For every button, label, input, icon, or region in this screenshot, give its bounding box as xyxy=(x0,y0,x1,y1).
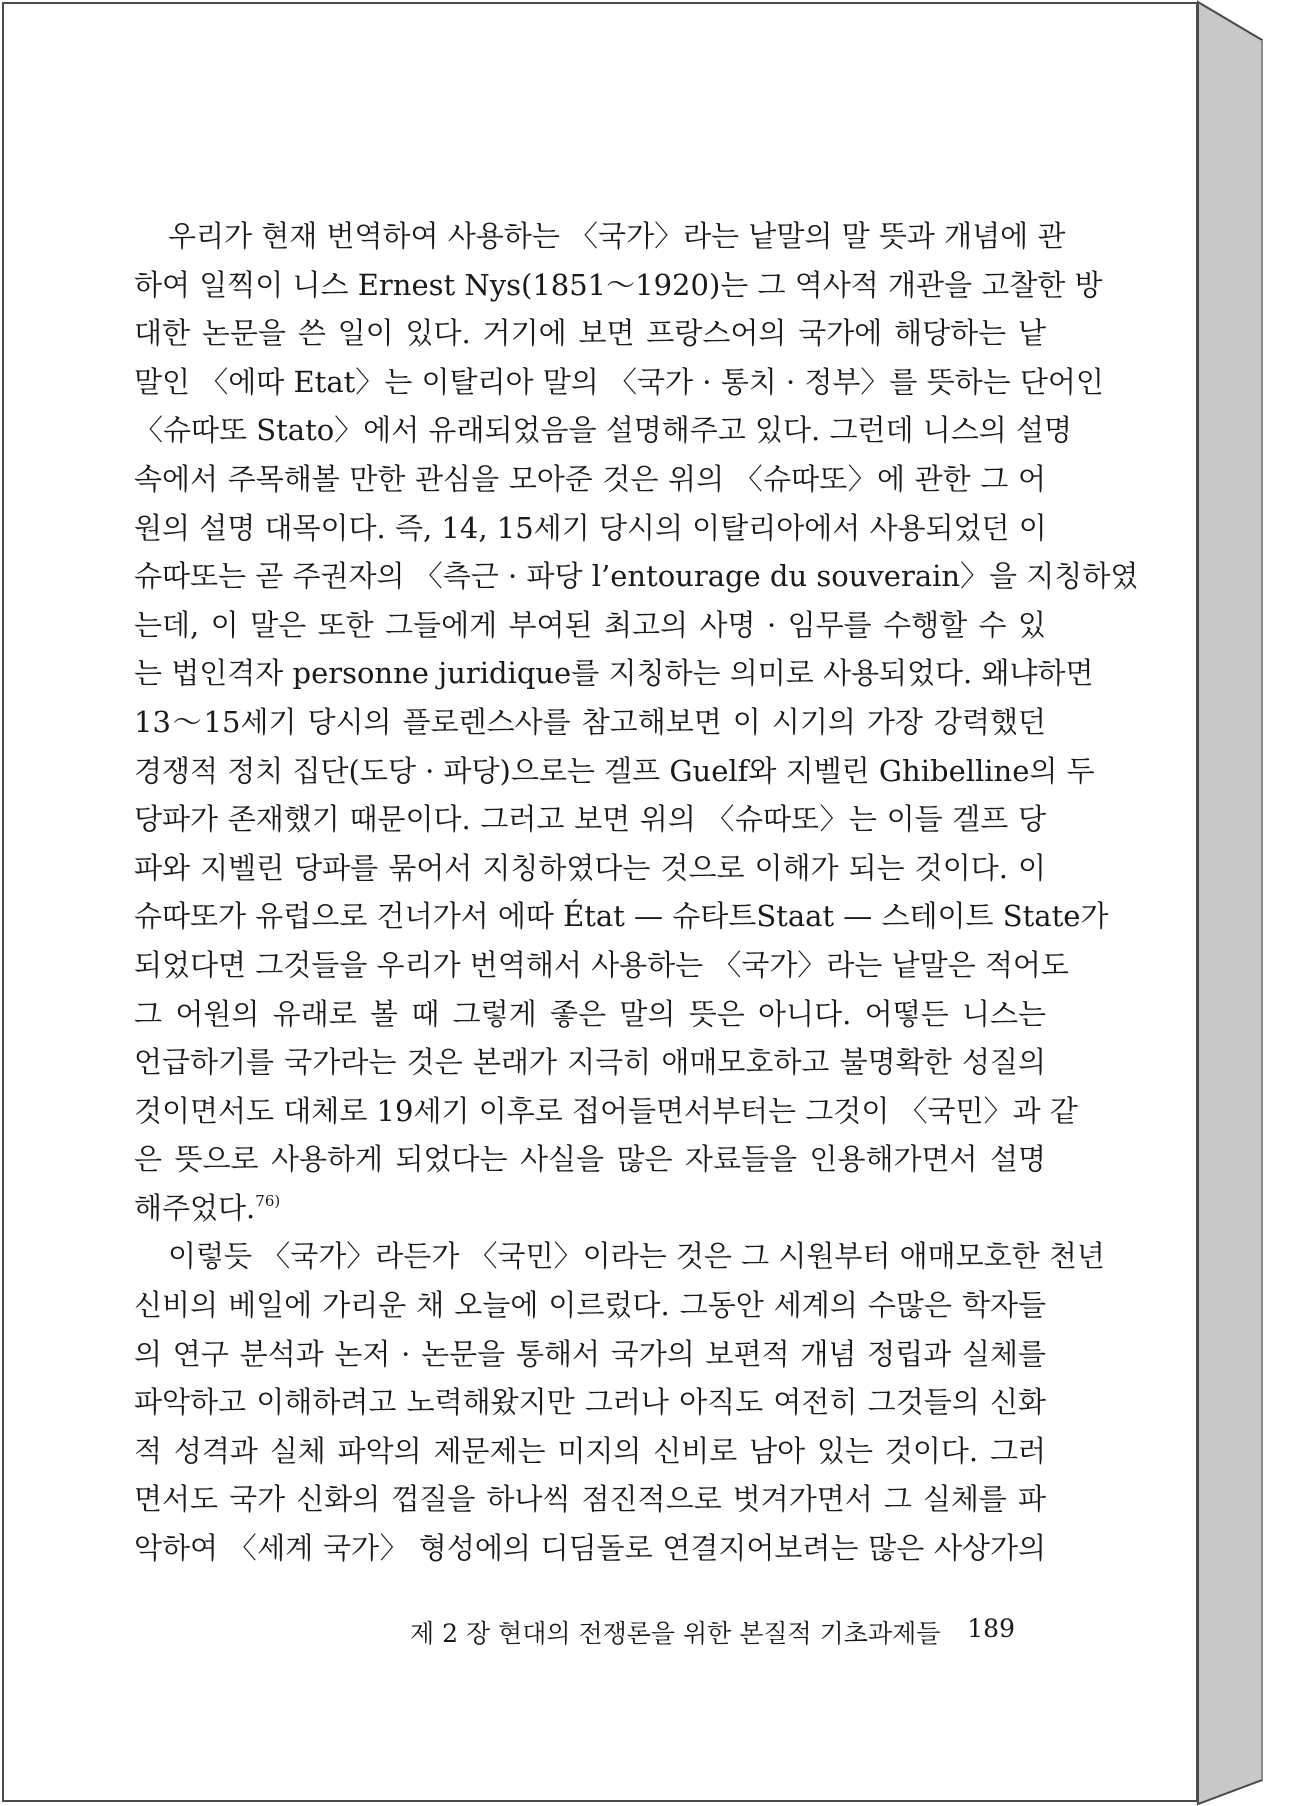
text-line: 적 성격과 실체 파악의 제문제는 미지의 신비로 남아 있는 것이다. 그러 xyxy=(134,1433,1046,1468)
text-line: 말인 〈에따 Etat〉는 이탈리아 말의 〈국가 · 통치 · 정부〉를 뜻하는 단어인 xyxy=(134,364,1104,399)
text-line: 속에서 주목해볼 만한 관심을 모아준 것은 위의 〈슈따또〉에 관한 그 어 xyxy=(134,461,1046,496)
text-line: 것이면서도 대체로 19세기 이후로 접어들면서부터는 그것이 〈국민〉과 같 xyxy=(134,1093,1078,1128)
text-line: 당파가 존재했기 때문이다. 그러고 보면 위의 〈슈따또〉는 이들 겔프 당 xyxy=(134,802,1046,837)
text-line: 는데, 이 말은 또한 그들에게 부여된 최고의 사명 · 임무를 수행할 수 있 xyxy=(134,607,1046,642)
body-text xyxy=(134,212,1139,1573)
running-chapter-title: 제 2 장 현대의 전쟁론을 위한 본질적 기초과제들 xyxy=(410,1619,941,1648)
text-line: 신비의 베일에 가리운 채 오늘에 이르렀다. 그동안 세계의 수많은 학자들 xyxy=(134,1288,1046,1323)
text-line: 슈따또는 곧 주권자의 〈측근 · 파당 l’entourage du souverain〉을 지칭하였 xyxy=(134,559,1139,594)
text-line: 원의 설명 대목이다. 즉, 14, 15세기 당시의 이탈리아에서 사용되었던 이 xyxy=(134,510,1047,545)
text-line: 면서도 국가 신화의 껍질을 하나씩 점진적으로 벗겨가면서 그 실체를 파 xyxy=(134,1482,1046,1517)
text-line: 그 어원의 유래로 볼 때 그렇게 좋은 말의 뜻은 아니다. 어떻든 니스는 xyxy=(134,996,1046,1031)
text-line: 은 뜻으로 사용하게 되었다는 사실을 많은 자료들을 인용해가면서 설명 xyxy=(134,1142,1046,1177)
text-line: 악하여 〈세계 국가〉 형성에의 디딤돌로 연결지어보려는 많은 사상가의 xyxy=(134,1531,1046,1566)
page-footer xyxy=(410,1614,1015,1650)
text-line: 언급하기를 국가라는 것은 본래가 지극히 애매모호하고 불명확한 성질의 xyxy=(134,1045,1046,1080)
text-line: 하여 일찍이 니스 Ernest Nys(1851～1920)는 그 역사적 개관을 고찰한 방 xyxy=(134,267,1103,302)
text-line: 〈슈따또 Stato〉에서 유래되었음을 설명해주고 있다. 그런데 니스의 설명 xyxy=(134,413,1073,448)
text-line: 우리가 현재 번역하여 사용하는 〈국가〉라는 낱말의 말 뜻과 개념에 관 xyxy=(168,219,1066,253)
text-line: 파와 지벨린 당파를 묶어서 지칭하였다는 것으로 이해가 되는 것이다. 이 xyxy=(134,850,1046,885)
page-number: 189 xyxy=(967,1614,1015,1643)
text-line: 파악하고 이해하려고 노력해왔지만 그러나 아직도 여전히 그것들의 신화 xyxy=(134,1385,1046,1420)
text-line: 슈따또가 유럽으로 건너가서 에따 État — 슈타트Staat — 스테이트 State가 xyxy=(134,899,1109,934)
text-line: 대한 논문을 쓴 일이 있다. 거기에 보면 프랑스어의 국가에 해당하는 낱 xyxy=(134,316,1046,351)
text-line: 경쟁적 정치 집단(도당 · 파당)으로는 겔프 Guelf와 지벨린 Ghibelline의 두 xyxy=(134,753,1095,788)
text-line: 되었다면 그것들을 우리가 번역해서 사용하는 〈국가〉라는 낱말은 적어도 xyxy=(134,947,1069,982)
text-line: 13～15세기 당시의 플로렌스사를 참고해보면 이 시기의 가장 강력했던 xyxy=(134,704,1046,739)
footnote-reference: 76) xyxy=(255,1191,281,1210)
paragraph-end-text: 해주었다. xyxy=(134,1190,256,1225)
text-line: 는 법인격자 personne juridique를 지칭하는 의미로 사용되었다. 왜냐하면 xyxy=(134,656,1094,691)
text-line: 이렇듯 〈국가〉라든가 〈국민〉이라는 것은 그 시원부터 애매모호한 천년 xyxy=(168,1239,1105,1274)
text-line xyxy=(134,1184,1046,1233)
text-line: 의 연구 분석과 논저 · 논문을 통해서 국가의 보편적 개념 정립과 실체를 xyxy=(134,1336,1046,1371)
